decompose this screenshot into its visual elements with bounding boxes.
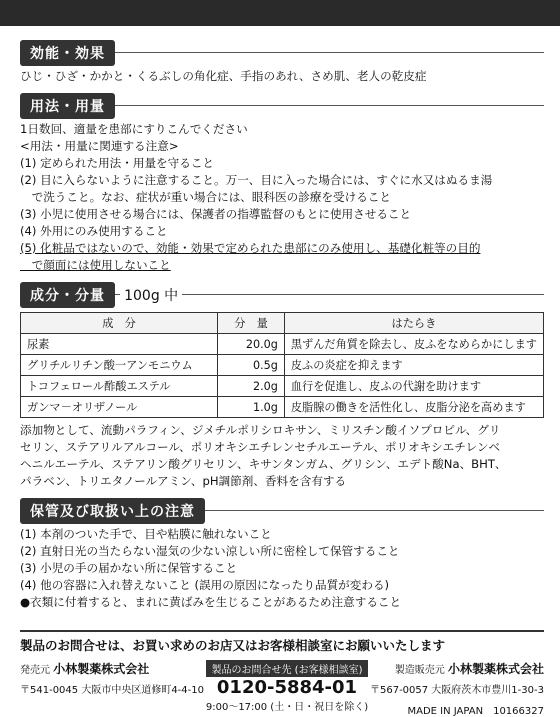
table-row <box>21 334 544 355</box>
seller-block: 発売元 小林製薬株式会社 〒541-0045 大阪市中央区道修町4-4-10 <box>20 662 204 696</box>
footer <box>20 630 544 717</box>
ingredient-function: 皮脂腺の働きを活性化し、皮脂分泌を高めます <box>284 397 543 418</box>
ingredient-name: トコフェロール酢酸エステル <box>21 376 218 397</box>
ingredient-amount: 20.0g <box>218 334 285 355</box>
ingredient-amount: 0.5g <box>218 355 285 376</box>
storage-title: 保管及び取扱い上の注意 <box>20 498 205 524</box>
col-amount: 分 量 <box>218 313 285 334</box>
additives-line: パラベン、トリエタノールアミン、pH調節剤、香料を含有する <box>20 474 347 488</box>
ingredient-function: 皮ふの炎症を抑えます <box>284 355 543 376</box>
contact-block: 製品のお問合せ先 (お客様相談室) 0120-5884-01 9:00～17:00 (土・日・祝日を除く) <box>206 660 368 717</box>
ingredients-title: 成分・分量 <box>20 282 115 308</box>
usage-line: <用法・用量に関連する注意> <box>20 139 179 153</box>
usage-line: 1日数回、適量を患部にすりこんでください <box>20 122 248 136</box>
usage-line: (5) 化粧品ではないので、効能・効果で定められた患部にのみ使用し、基礎化粧等の目的 <box>20 241 481 255</box>
storage-line: (3) 小児の手の届かない所に保管すること <box>20 561 238 575</box>
effects-section <box>20 40 544 64</box>
ingredient-amount: 1.0g <box>218 397 285 418</box>
effects-title: 効能・効果 <box>20 40 115 66</box>
usage-title: 用法・用量 <box>20 93 115 119</box>
top-bar <box>0 0 560 26</box>
inquiry-text: 製品のお問合せは、お買い求めのお店又はお客様相談室にお願いいたします <box>20 630 544 654</box>
usage-line: (3) 小児に使用させる場合には、保護者の指導監督のもとに使用させること <box>20 207 412 221</box>
additives-line: ヘニルエーテル、ステアリン酸グリセリン、キサンタンガム、グリシン、エデト酸Na、BHT、 <box>20 457 507 471</box>
col-ingredient: 成 分 <box>21 313 218 334</box>
usage-line: (4) 外用にのみ使用すること <box>20 224 168 238</box>
storage-line: (1) 本剤のついた手で、目や粘膜に触れないこと <box>20 527 272 541</box>
additives-line: セリン、ステアリルアルコール、ポリオキシエチレンセチルエーテル、ポリオキシエチレンベ <box>20 440 501 454</box>
usage-line: で顔面には使用しないこと <box>20 258 171 272</box>
ingredient-function: 血行を促進し、皮ふの代謝を助けます <box>284 376 543 397</box>
additives-text <box>20 422 544 490</box>
usage-line: (2) 目に入らないように注意すること。万一、目に入った場合には、すぐに水又はぬるま湯 <box>20 173 493 187</box>
storage-list <box>20 526 544 611</box>
maker-block: 製造販売元 小林製薬株式会社 〒567-0057 大阪府茨木市豊川1-30-3 MADE IN JAPAN 10166327 <box>369 662 544 717</box>
table-header <box>21 313 544 334</box>
ingredients-section <box>20 282 544 306</box>
usage-line: (1) 定められた用法・用量を守ること <box>20 156 215 170</box>
usage-list <box>20 121 544 274</box>
label-content <box>20 36 544 611</box>
storage-section <box>20 498 544 522</box>
ingredient-name: グリチルリチン酸一アンモニウム <box>21 355 218 376</box>
ingredient-name: 尿素 <box>21 334 218 355</box>
ingredient-amount: 2.0g <box>218 376 285 397</box>
storage-line: ●衣類に付着すると、まれに黄ばみを生じることがあるため注意すること <box>20 595 402 609</box>
effects-text: ひじ・ひざ・かかと・くるぶしの角化症、手指のあれ、さめ肌、老人の乾皮症 <box>20 69 427 83</box>
table-row <box>21 376 544 397</box>
ingredient-name: ガンマ－オリザノール <box>21 397 218 418</box>
table-row <box>21 397 544 418</box>
ingredients-per: 100g 中 <box>120 288 182 304</box>
storage-line: (4) 他の容器に入れ替えないこと (誤用の原因になったり品質が変わる) <box>20 578 390 592</box>
usage-section <box>20 93 544 117</box>
ingredients-table <box>20 312 544 418</box>
usage-line: で洗うこと。なお、症状が重い場合には、眼科医の診療を受けること <box>20 190 392 204</box>
additives-line: 添加物として、流動パラフィン、ジメチルポリシロキサン、ミリスチン酸イソプロピル、グリ <box>20 423 501 437</box>
ingredient-function: 黒ずんだ角質を除去し、皮ふをなめらかにします <box>284 334 543 355</box>
table-row <box>21 355 544 376</box>
storage-line: (2) 直射日光の当たらない湿気の少ない涼しい所に密栓して保管すること <box>20 544 400 558</box>
col-function: はたらき <box>284 313 543 334</box>
